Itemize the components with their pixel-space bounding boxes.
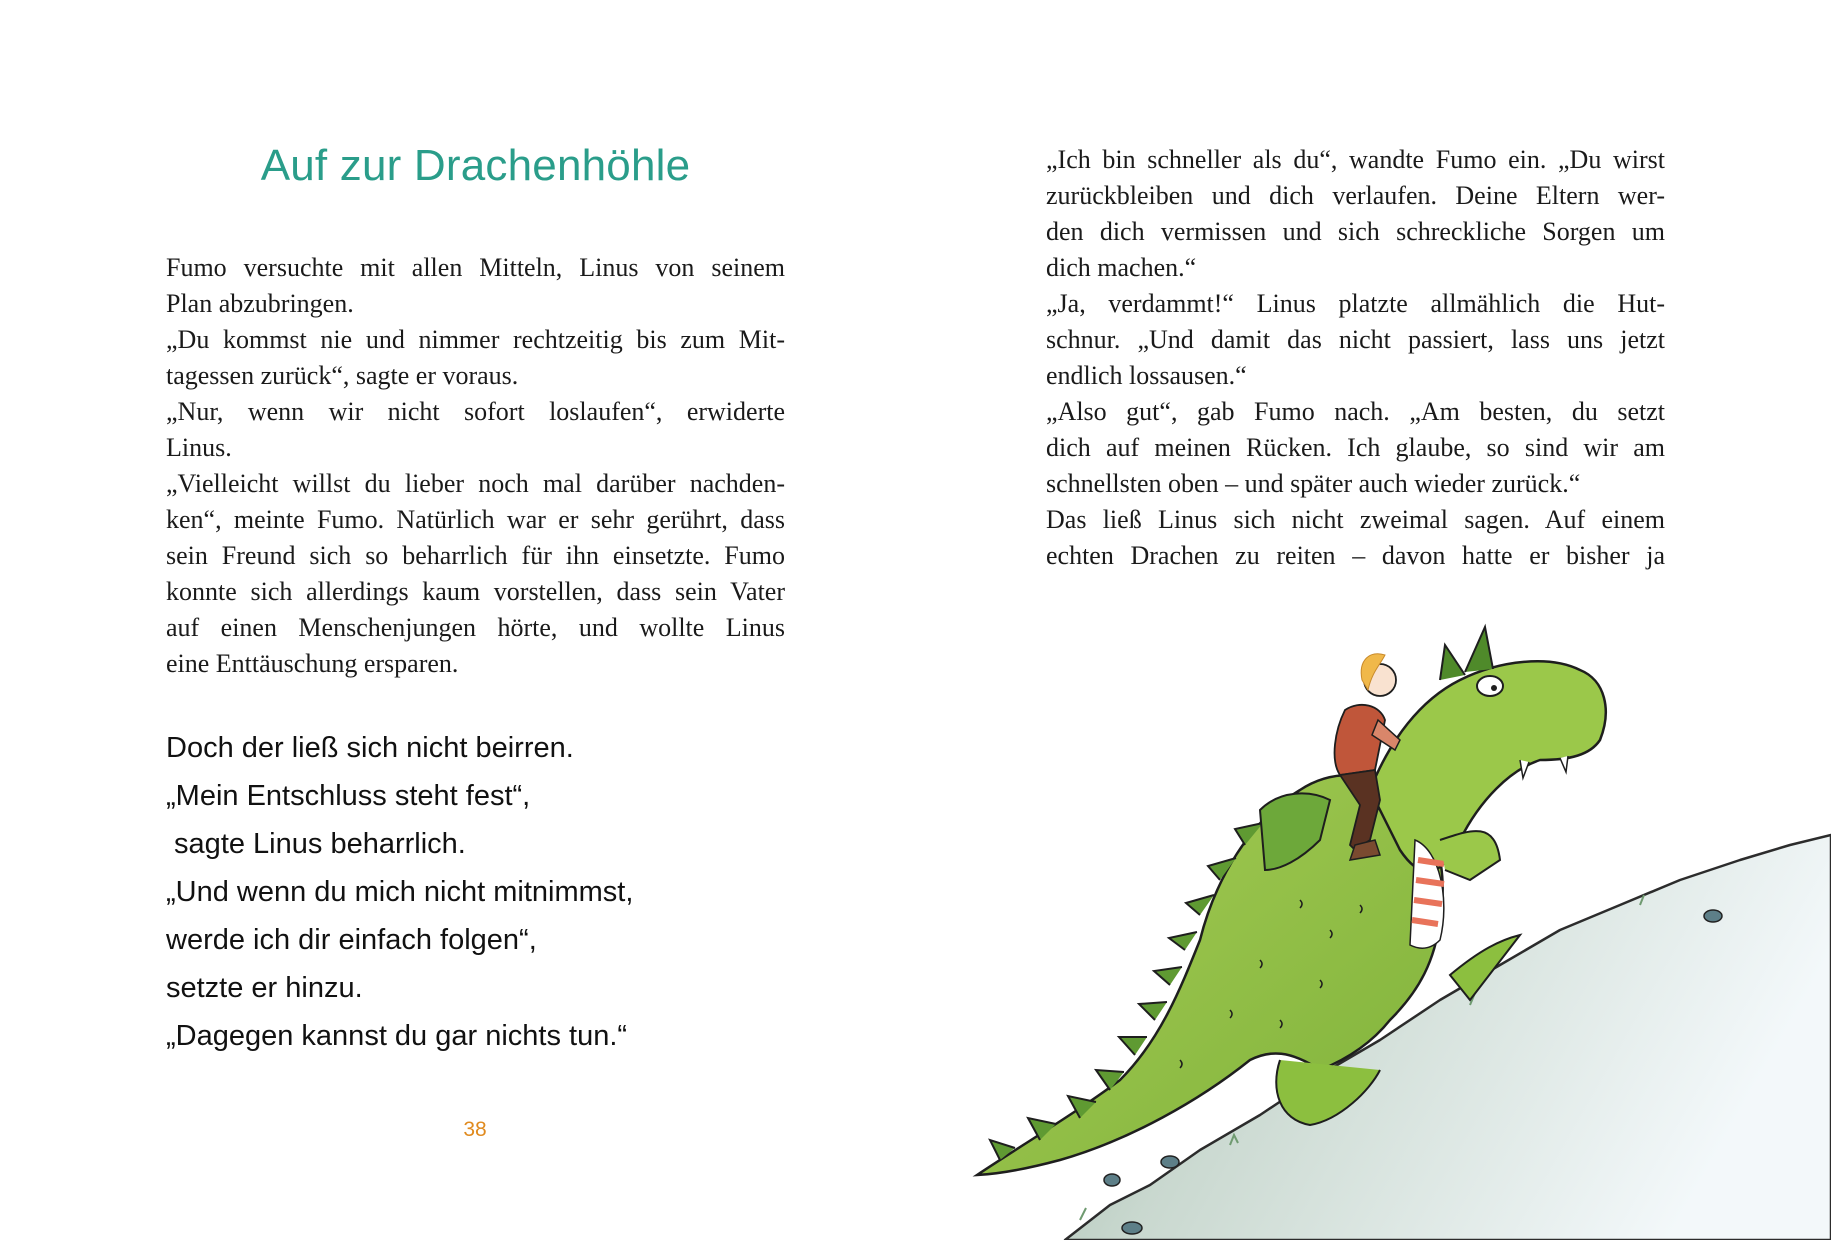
text-line: ken“, meinte Fumo. Natürlich war er sehr gerührt, dass (166, 505, 785, 534)
text-line: endlich lossausen.“ (1046, 361, 1247, 390)
text-line: Plan abzubringen. (166, 289, 354, 318)
text-line: dich machen.“ (1046, 253, 1197, 282)
reader-line: sagte Linus beharrlich. (166, 828, 466, 860)
text-line: Das ließ Linus sich nicht zweimal sagen. Auf einem (1046, 505, 1665, 534)
text-line: auf einen Menschenjungen hörte, und wollte Linus (166, 613, 785, 642)
text-line: den dich vermissen und sich schreckliche Sorgen um (1046, 217, 1665, 246)
reader-line: Doch der ließ sich nicht beirren. (166, 732, 574, 764)
text-line: „Du kommst nie und nimmer rechtzeitig bis zum Mit- (166, 325, 785, 354)
chapter-title: Auf zur Drachenhöhle (260, 141, 691, 190)
text-line: echten Drachen zu reiten – davon hatte er bisher ja (1046, 541, 1665, 570)
first-reader-text (166, 724, 633, 1060)
text-line: „Nur, wenn wir nicht sofort loslaufen“, erwiderte (166, 397, 785, 426)
text-line: tagessen zurück“, sagte er voraus. (166, 361, 519, 390)
right-body-text (1046, 142, 1665, 574)
reader-line: setzte er hinzu. (166, 972, 363, 1004)
left-body-text (166, 250, 785, 682)
dragon-illustration (940, 620, 1831, 1240)
text-line: schnur. „Und damit das nicht passiert, lass uns jetzt (1046, 325, 1665, 354)
text-line: „Vielleicht willst du lieber noch mal darüber nachden- (166, 469, 785, 498)
text-line: „Ich bin schneller als du“, wandte Fumo ein. „Du wirst (1046, 145, 1665, 174)
text-line: sein Freund sich so beharrlich für ihn einsetzte. Fumo (166, 541, 785, 570)
text-line: Fumo versuchte mit allen Mitteln, Linus von seinem (166, 253, 785, 282)
text-line: „Ja, verdammt!“ Linus platzte allmählich die Hut- (1046, 289, 1665, 318)
page-number: 38 (463, 1118, 487, 1141)
reader-line: „Mein Entschluss steht fest“, (166, 780, 531, 812)
text-line: schnellsten oben – und später auch wieder zurück.“ (1046, 469, 1581, 498)
text-line: dich auf meinen Rücken. Ich glaube, so sind wir am (1046, 433, 1665, 462)
text-line: konnte sich allerdings kaum vorstellen, dass sein Vater (166, 577, 785, 606)
text-line: eine Enttäuschung ersparen. (166, 649, 459, 678)
reader-line: werde ich dir einfach folgen“, (166, 924, 537, 956)
reader-line: „Dagegen kannst du gar nichts tun.“ (166, 1020, 628, 1052)
reader-line: „Und wenn du mich nicht mitnimmst, (166, 876, 634, 908)
text-line: „Also gut“, gab Fumo nach. „Am besten, du setzt (1046, 397, 1665, 426)
text-line: zurückbleiben und dich verlaufen. Deine Eltern wer- (1046, 181, 1665, 210)
text-line: Linus. (166, 433, 232, 462)
left-page (0, 0, 915, 1240)
